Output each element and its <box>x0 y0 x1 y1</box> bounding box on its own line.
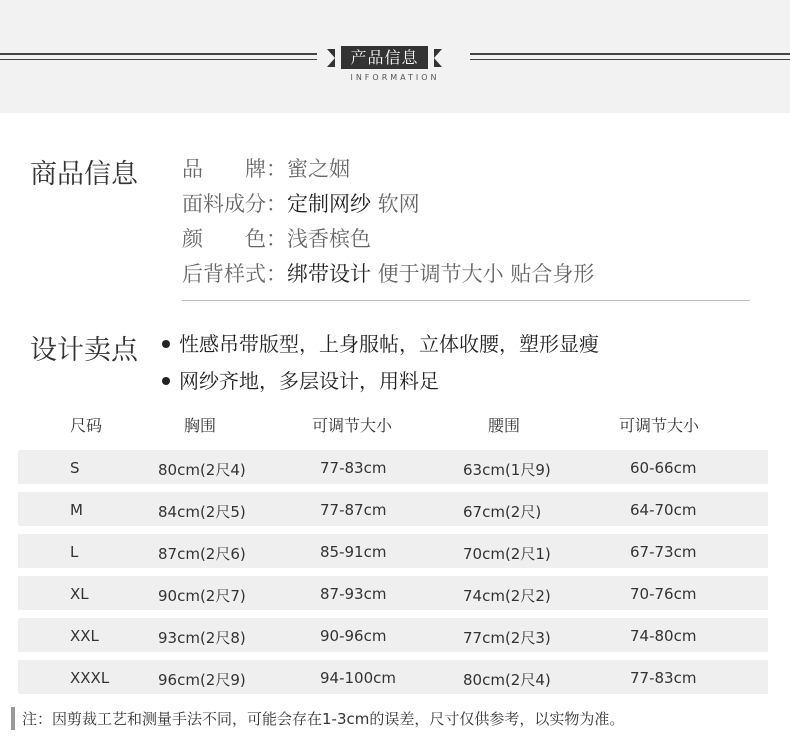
cell-waist: 74cm(2尺2) <box>463 587 551 605</box>
cell-bust: 84cm(2尺5) <box>158 503 246 521</box>
spec-value: 绑带设计 <box>287 262 371 286</box>
cell-waist-adjust: 64-70cm <box>630 501 697 519</box>
cell-bust: 80cm(2尺4) <box>158 461 246 479</box>
header-rule-left <box>0 53 317 55</box>
disclaimer-note: 注：因剪裁工艺和测量手法不同，可能会存在1-3cm的误差，尺寸仅供参考，以实物为准。 <box>22 710 625 728</box>
spec-value: 浅香槟色 <box>287 227 371 251</box>
cell-waist-adjust: 74-80cm <box>630 627 697 645</box>
cell-waist: 67cm(2尺) <box>463 503 542 521</box>
spec-row-brand <box>182 153 350 183</box>
header-rule-left-2 <box>0 59 317 60</box>
spec-value: 蜜之姻 <box>287 157 350 181</box>
table-header-size: 尺码 <box>70 416 103 435</box>
cell-waist: 63cm(1尺9) <box>463 461 551 479</box>
cell-bust-adjust: 87-93cm <box>320 585 387 603</box>
cell-waist-adjust: 67-73cm <box>630 543 697 561</box>
design-point-text: 网纱齐地，多层设计，用料足 <box>179 369 439 393</box>
cell-size: XL <box>70 585 89 603</box>
table-header-waist-adjust: 可调节大小 <box>619 416 700 435</box>
table-header-waist: 腰围 <box>488 416 521 435</box>
spec-label: 品 牌： <box>182 157 287 181</box>
cell-waist-adjust: 60-66cm <box>630 459 697 477</box>
cell-waist: 80cm(2尺4) <box>463 671 551 689</box>
spec-label: 面料成分： <box>182 192 287 216</box>
bullet-icon <box>162 340 170 348</box>
ribbon-tail-right <box>434 49 442 67</box>
table-header-bust: 胸围 <box>184 416 217 435</box>
spec-label: 后背样式： <box>182 262 287 286</box>
design-point <box>162 365 439 394</box>
spec-extra: 软网 <box>371 192 420 216</box>
cell-size: S <box>70 459 80 477</box>
spec-extra: 便于调节大小 贴合身形 <box>371 262 595 286</box>
cell-bust-adjust: 90-96cm <box>320 627 387 645</box>
cell-bust: 90cm(2尺7) <box>158 587 246 605</box>
product-info-title: 商品信息 <box>30 159 138 190</box>
header-title: 产品信息 <box>350 48 419 67</box>
cell-size: XXL <box>70 627 99 645</box>
cell-bust-adjust: 77-83cm <box>320 459 387 477</box>
cell-waist-adjust: 70-76cm <box>630 585 697 603</box>
header-rule-right <box>470 53 790 55</box>
spec-row-fabric <box>182 188 420 218</box>
cell-size: L <box>70 543 79 561</box>
spec-label: 颜 色： <box>182 227 287 251</box>
cell-waist: 77cm(2尺3) <box>463 629 551 647</box>
bullet-icon <box>162 377 170 385</box>
header-subtitle: INFORMATION <box>350 73 440 82</box>
cell-bust: 87cm(2尺6) <box>158 545 246 563</box>
cell-bust: 96cm(2尺9) <box>158 671 246 689</box>
cell-bust-adjust: 94-100cm <box>320 669 396 687</box>
ribbon-tail-left <box>327 49 335 67</box>
cell-waist: 70cm(2尺1) <box>463 545 551 563</box>
cell-bust-adjust: 85-91cm <box>320 543 387 561</box>
spec-row-color <box>182 223 371 253</box>
header-rule-right-2 <box>470 59 790 60</box>
cell-size: XXXL <box>70 669 110 687</box>
design-title: 设计卖点 <box>30 335 138 366</box>
table-header-bust-adjust: 可调节大小 <box>312 416 393 435</box>
design-point-text: 性感吊带版型，上身服帖，立体收腰，塑形显瘦 <box>179 332 599 356</box>
section-divider <box>182 300 750 301</box>
header-ribbon <box>327 46 442 69</box>
spec-row-back-style <box>182 258 594 288</box>
note-accent-bar <box>11 707 15 730</box>
cell-bust: 93cm(2尺8) <box>158 629 246 647</box>
cell-waist-adjust: 77-83cm <box>630 669 697 687</box>
cell-bust-adjust: 77-87cm <box>320 501 387 519</box>
spec-value: 定制网纱 <box>287 192 371 216</box>
design-point <box>162 328 599 357</box>
cell-size: M <box>70 501 83 519</box>
